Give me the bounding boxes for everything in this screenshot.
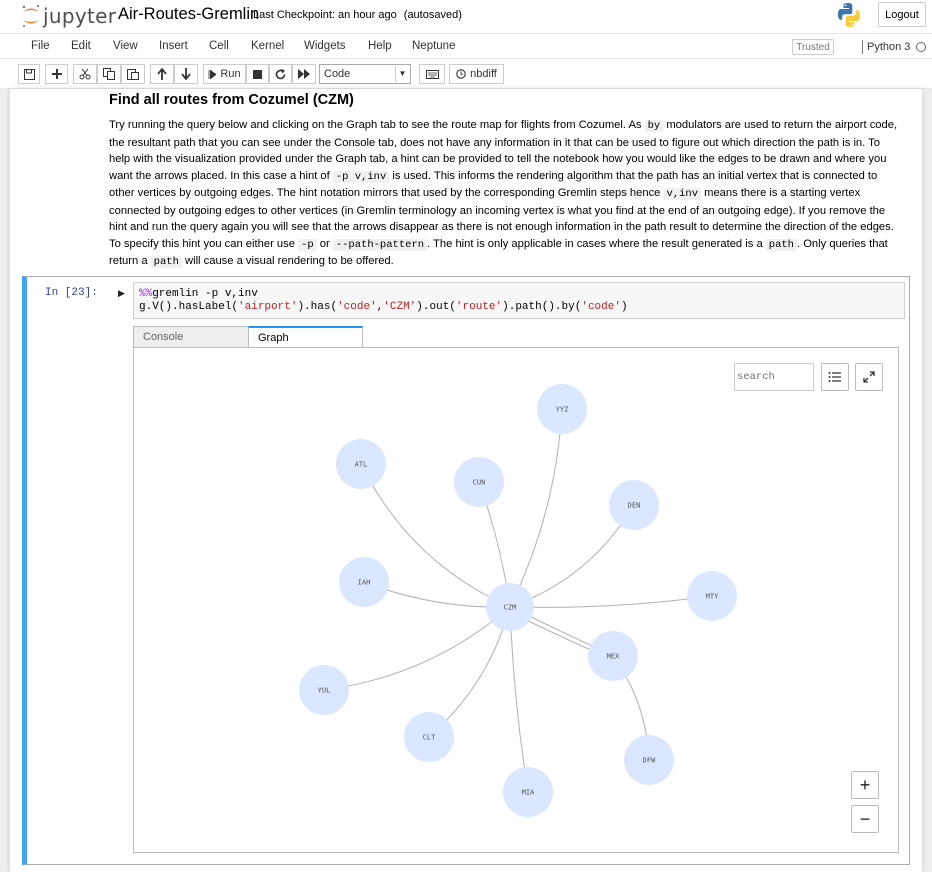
graph-node-yul[interactable] bbox=[299, 665, 349, 715]
logout-button[interactable]: Logout bbox=[878, 2, 926, 27]
inline-code: -p v,inv bbox=[333, 171, 389, 183]
jupyter-logo[interactable] bbox=[20, 3, 117, 29]
run-label: Run bbox=[220, 68, 241, 80]
graph-node-label: CZM bbox=[503, 603, 517, 612]
paste-button[interactable] bbox=[121, 64, 145, 84]
step-forward-icon bbox=[208, 70, 216, 79]
graph-edge-czm-yul[interactable] bbox=[324, 607, 510, 690]
graph-node-label: YYZ bbox=[555, 405, 569, 414]
inline-code: -p bbox=[298, 239, 317, 251]
graph-node-clt[interactable] bbox=[404, 712, 454, 762]
code-token: ) bbox=[620, 301, 628, 313]
menu-help[interactable]: Help bbox=[368, 40, 392, 52]
graph-node-den[interactable] bbox=[609, 480, 659, 530]
code-token: ).out( bbox=[416, 301, 456, 313]
menu-kernel[interactable]: Kernel bbox=[251, 40, 285, 52]
menu-cell[interactable]: Cell bbox=[209, 40, 229, 52]
markdown-heading: Find all routes from Cozumel (CZM) bbox=[109, 92, 354, 108]
graph-node-yyz[interactable] bbox=[537, 384, 587, 434]
plus-icon bbox=[52, 69, 62, 79]
input-prompt: In [23]: bbox=[45, 287, 98, 299]
graph-edge-czm-yyz[interactable] bbox=[510, 409, 562, 607]
graph-node-dfw[interactable] bbox=[624, 735, 674, 785]
run-cell-icon[interactable]: ▶︎ bbox=[118, 288, 125, 298]
menu-file[interactable]: File bbox=[31, 40, 50, 52]
autosave-status: (autosaved) bbox=[403, 9, 462, 21]
graph-fullscreen-button[interactable] bbox=[855, 363, 883, 391]
arrow-up-icon bbox=[157, 68, 167, 80]
paragraph-text: Try running the query below and clicking on the Graph tab to see the route map for flights from Cozumel. As bbox=[109, 119, 645, 131]
graph-node-czm[interactable] bbox=[486, 583, 534, 631]
graph-node-atl[interactable] bbox=[336, 439, 386, 489]
paragraph-text: or bbox=[316, 237, 333, 250]
arrow-down-icon bbox=[181, 68, 191, 80]
nbdiff-label: nbdiff bbox=[470, 68, 497, 80]
graph-node-mia[interactable] bbox=[503, 767, 553, 817]
graph-node-label: CUN bbox=[472, 478, 486, 487]
list-icon bbox=[828, 371, 842, 383]
notebook-container bbox=[10, 89, 922, 872]
graph-node-label: MIA bbox=[521, 788, 535, 797]
keyboard-icon bbox=[426, 70, 439, 79]
code-token: 'route' bbox=[455, 301, 503, 313]
code-token: g.V().hasLabel( bbox=[139, 301, 239, 313]
paragraph-text: is used. This informs the rendering algorithm that the path has an initial vertex that is connected to other vertices by outgoing edges. The hint notation mirrors that used by the corresponding Gremlin steps hence bbox=[109, 169, 878, 199]
graph-node-mex[interactable] bbox=[588, 631, 638, 681]
graph-node-label: ATL bbox=[354, 460, 368, 469]
paragraph-text: modulators are used to return the airport code, the resultant path that you can see under the Console tab, does not have any information in it that can be used to figure out which direction the path is in. To help with the visualization provided under the Graph tab, a hint can be provided to tell the notebook how you would like the edges to be drawn and where you want the arrows placed. In this case a hint of bbox=[109, 119, 898, 182]
paste-icon bbox=[127, 68, 139, 80]
cut-button[interactable] bbox=[73, 64, 97, 84]
inline-code: path bbox=[151, 256, 182, 268]
graph-node-label: MEX bbox=[606, 652, 620, 661]
chevron-down-icon: ▼ bbox=[395, 66, 409, 82]
notebook-header bbox=[0, 0, 932, 33]
tab-console[interactable]: Console bbox=[133, 326, 249, 348]
graph-node-mty[interactable] bbox=[687, 571, 737, 621]
code-token: 'code' bbox=[581, 301, 621, 313]
paragraph-text: means there is a starting vertex connected by outgoing edges to other vertices (in Gremlin terminology an incoming vertex is what you find at the end of an outgoing edge). If you remove the hint and run the query again you will see that the arrows disappear as there is not enough information in the path result to determine the direction of the edges. To specify this hint you can either use bbox=[109, 187, 894, 250]
move-down-button[interactable] bbox=[174, 64, 198, 84]
zoom-out-button[interactable]: − bbox=[851, 805, 879, 833]
cell-type-value: Code bbox=[324, 68, 351, 80]
graph-edge-czm-mia[interactable] bbox=[510, 607, 528, 792]
checkpoint-text: Last Checkpoint: an hour ago bbox=[253, 9, 397, 21]
checkpoint-status bbox=[253, 9, 462, 21]
toolbar bbox=[0, 59, 932, 89]
python-logo-icon bbox=[837, 2, 861, 28]
code-token: 'CZM' bbox=[383, 301, 417, 313]
graph-node-label: DEN bbox=[627, 501, 641, 510]
jupyter-wordmark: jupyter bbox=[43, 4, 117, 28]
save-icon bbox=[24, 69, 35, 80]
code-token: , bbox=[376, 301, 384, 313]
menu-insert[interactable]: Insert bbox=[159, 40, 188, 52]
kernel-name[interactable]: Python 3 bbox=[867, 41, 911, 53]
kernel-separator bbox=[862, 40, 863, 54]
nbdiff-button[interactable] bbox=[449, 64, 504, 84]
graph-node-iah[interactable] bbox=[339, 557, 389, 607]
graph-node-label: IAH bbox=[357, 578, 371, 587]
graph-node-label: MTY bbox=[705, 592, 719, 601]
zoom-in-button[interactable]: + bbox=[851, 771, 879, 799]
graph-node-label: YUL bbox=[317, 686, 331, 695]
stop-icon bbox=[253, 70, 262, 79]
cell-type-select[interactable] bbox=[319, 64, 411, 84]
graph-node-label: CLT bbox=[422, 733, 436, 742]
inline-code: by bbox=[645, 120, 664, 132]
code-token: 'code' bbox=[337, 301, 377, 313]
expand-icon bbox=[863, 371, 875, 383]
restart-run-all-button[interactable] bbox=[292, 64, 316, 84]
jupyter-logo-icon bbox=[20, 3, 42, 29]
save-button[interactable] bbox=[18, 64, 40, 84]
inline-code: v,inv bbox=[664, 188, 702, 200]
code-token: ).path().by( bbox=[502, 301, 582, 313]
code-token: gremlin -p v,inv bbox=[152, 288, 258, 300]
clock-icon bbox=[456, 69, 466, 79]
menu-widgets[interactable]: Widgets bbox=[304, 40, 346, 52]
menu-neptune[interactable]: Neptune bbox=[412, 40, 456, 52]
graph-panel[interactable] bbox=[133, 347, 899, 853]
insert-cell-button[interactable] bbox=[45, 64, 68, 84]
restart-icon bbox=[275, 69, 286, 80]
copy-icon bbox=[103, 68, 115, 80]
paragraph-text: . The hint is only applicable in cases where the result generated is a bbox=[427, 237, 766, 250]
notebook-title[interactable]: Air-Routes-Gremlin bbox=[118, 5, 260, 23]
code-token: %% bbox=[139, 288, 153, 300]
fast-forward-icon bbox=[298, 69, 310, 79]
code-line bbox=[139, 301, 904, 314]
menubar bbox=[0, 33, 932, 59]
graph-details-button[interactable] bbox=[821, 363, 849, 391]
graph-node-cun[interactable] bbox=[454, 457, 504, 507]
menu-view[interactable]: View bbox=[113, 40, 138, 52]
paragraph-text: will cause a visual rendering to be offered. bbox=[181, 255, 394, 267]
menu-edit[interactable]: Edit bbox=[71, 40, 91, 52]
code-editor[interactable] bbox=[133, 282, 905, 319]
markdown-paragraph bbox=[109, 117, 899, 271]
inline-code: path bbox=[766, 239, 797, 251]
run-button[interactable] bbox=[203, 64, 246, 84]
kernel-idle-indicator bbox=[916, 42, 926, 52]
graph-node-label: DFW bbox=[642, 756, 656, 765]
restart-button[interactable] bbox=[269, 64, 292, 84]
code-token: 'airport' bbox=[238, 301, 298, 313]
graph-edge-czm-mty[interactable] bbox=[510, 596, 712, 607]
graph-search-input[interactable] bbox=[734, 363, 814, 391]
inline-code: --path-pattern bbox=[333, 239, 427, 251]
interrupt-button[interactable] bbox=[246, 64, 269, 84]
code-token: ).has( bbox=[297, 301, 338, 313]
code-cell[interactable] bbox=[22, 276, 910, 865]
command-palette-button[interactable] bbox=[419, 64, 445, 84]
tab-graph[interactable]: Graph bbox=[248, 326, 363, 349]
copy-button[interactable] bbox=[97, 64, 121, 84]
graph-canvas[interactable] bbox=[134, 348, 898, 852]
trusted-indicator[interactable]: Trusted bbox=[792, 39, 834, 55]
code-line bbox=[139, 288, 904, 301]
move-up-button[interactable] bbox=[150, 64, 174, 84]
paragraph-text: . Only queries that return a bbox=[109, 237, 888, 267]
scissors-icon bbox=[79, 68, 91, 80]
